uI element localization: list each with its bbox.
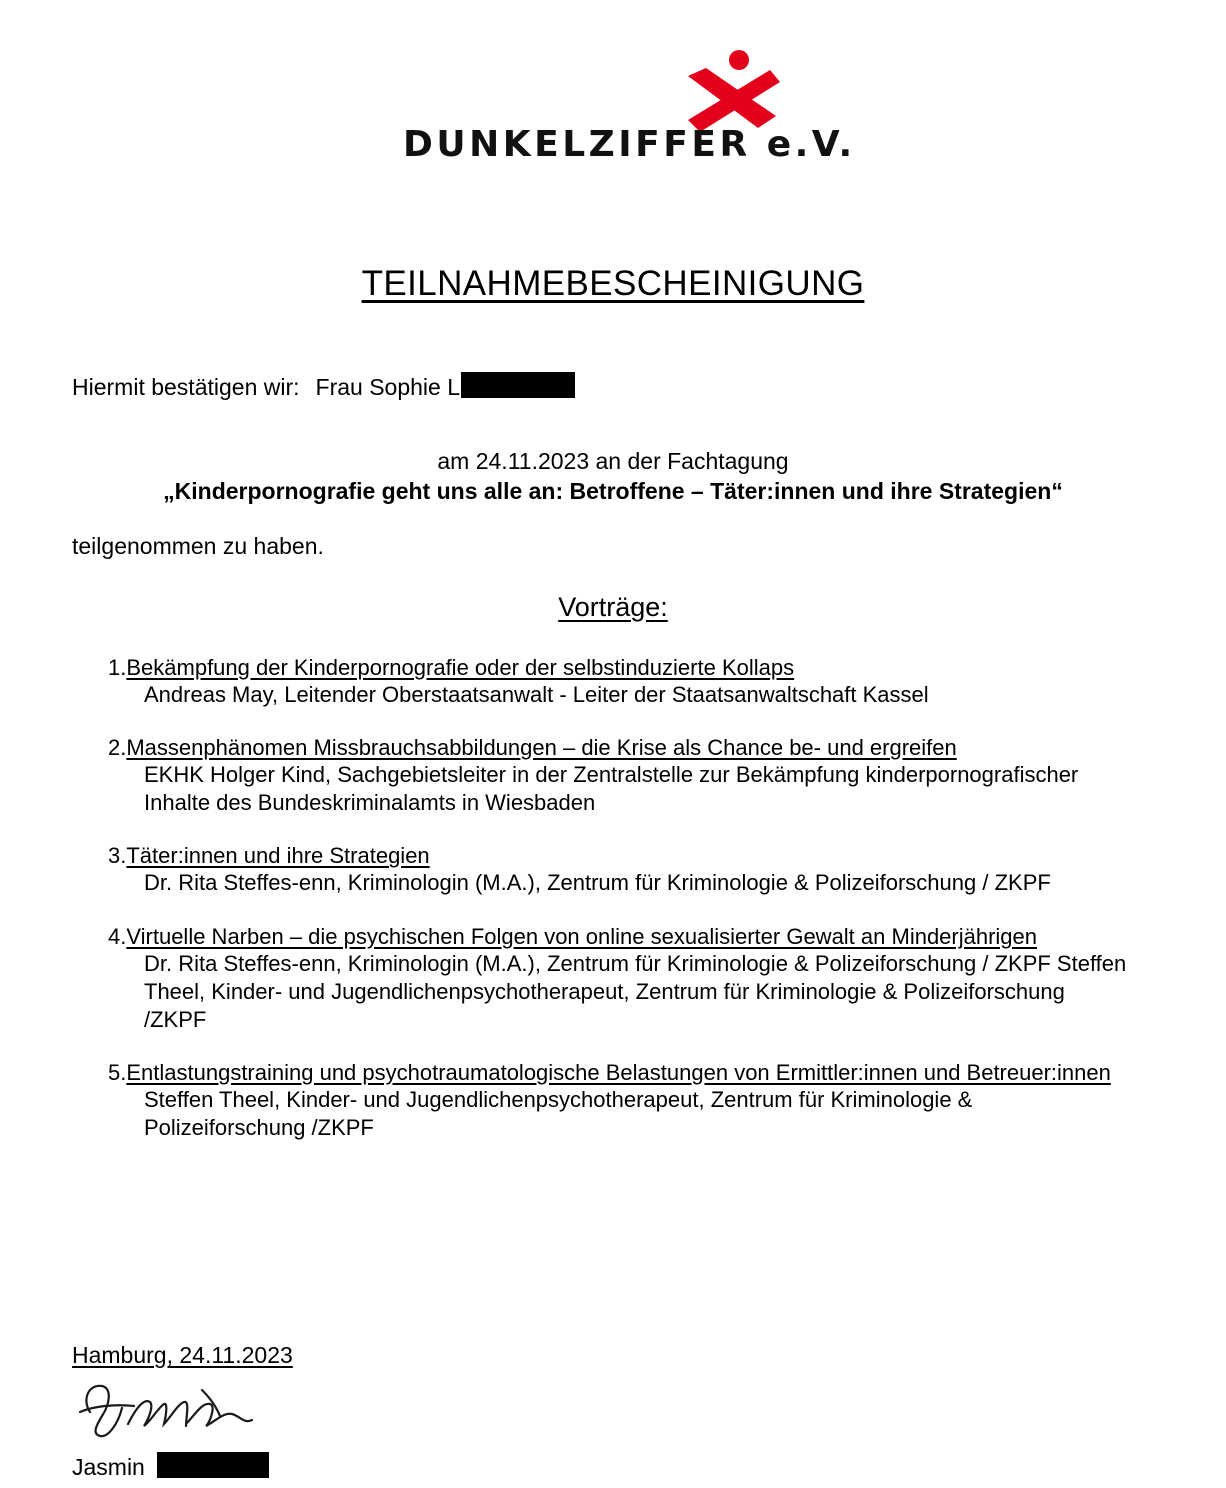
talk-speakers: Dr. Rita Steffes-enn, Kriminologin (M.A.), Zentrum für Kriminologie & Polizeiforschung / ZKPF [144, 870, 1051, 896]
organization-logo [0, 48, 1226, 173]
redaction-bar-signer [157, 1452, 269, 1478]
talk-number: 4. [108, 923, 127, 949]
talk-title: Virtuelle Narben – die psychischen Folgen von online sexualisierter Gewalt an Minderjährigen [126, 923, 1038, 949]
handwritten-signature-icon [74, 1372, 274, 1452]
talks-list [108, 655, 1128, 1168]
talk-headline [108, 1060, 1128, 1086]
talk-item [108, 1060, 1128, 1142]
talk-title: Bekämpfung der Kinderpornografie oder der selbstinduzierte Kollaps [126, 655, 795, 680]
talk-speakers: Andreas May, Leitender Oberstaatsanwalt - Leiter der Staatsanwaltschaft Kassel [144, 682, 929, 707]
redaction-bar-participant [461, 372, 575, 398]
talk-item [108, 735, 1128, 817]
red-cross-figure-icon [684, 50, 780, 134]
talk-item [108, 924, 1128, 1034]
participant-name: Frau Sophie L [315, 374, 461, 400]
talk-number: 2. [108, 735, 127, 761]
talk-headline [108, 735, 1128, 761]
talk-headline [108, 655, 1128, 681]
talk-number: 3. [108, 843, 127, 869]
talk-title: Entlastungstraining und psychotraumatologische Belastungen von Ermittler:innen und Betreuer:innen [126, 1060, 1111, 1086]
talk-headline [108, 924, 1128, 950]
talk-speakers: Dr. Rita Steffes-enn, Kriminologin (M.A.), Zentrum für Kriminologie & Polizeiforschung / ZKPF Steffen Theel, Kinder- und Jugendlichenpsychotherapeut, Zentrum für Kriminologie & Polizeiforschung /ZKPF [144, 950, 1127, 1032]
talk-item [108, 843, 1128, 897]
confirmation-line [72, 372, 575, 401]
page-title: TEILNAHMEBESCHEINIGUNG [361, 264, 865, 303]
talk-speakers: EKHK Holger Kind, Sachgebietsleiter in der Zentralstelle zur Bekämpfung kinderpornografischer Inhalte des Bundeskriminalamts in Wiesbaden [144, 762, 1079, 816]
signer-name: Jasmin [72, 1454, 145, 1480]
talk-number: 5. [108, 1060, 127, 1086]
talk-speakers: Steffen Theel, Kinder- und Jugendlichenpsychotherapeut, Zentrum für Kriminologie & Polizeiforschung /ZKPF [144, 1087, 973, 1141]
talk-title: Täter:innen und ihre Strategien [126, 843, 430, 869]
talk-item [108, 655, 1128, 709]
talks-heading: Vorträge: [558, 592, 668, 622]
talk-headline [108, 843, 1128, 869]
event-date-line: am 24.11.2023 an der Fachtagung [437, 448, 789, 474]
place-and-date: Hamburg, 24.11.2023 [72, 1342, 293, 1368]
participation-sentence: teilgenommen zu haben. [72, 533, 324, 559]
talk-number: 1. [108, 655, 127, 680]
signer-line [72, 1452, 269, 1481]
event-title-line: „Kinderpornografie geht uns alle an: Betroffene – Täter:innen und ihre Strategien“ [163, 478, 1063, 504]
confirmation-label: Hiermit bestätigen wir: [72, 374, 300, 400]
talk-title: Massenphänomen Missbrauchsabbildungen – die Krise als Chance be- und ergreifen [126, 735, 957, 761]
logo-wordmark: DUNKELZIFFER e.V. [403, 124, 856, 165]
